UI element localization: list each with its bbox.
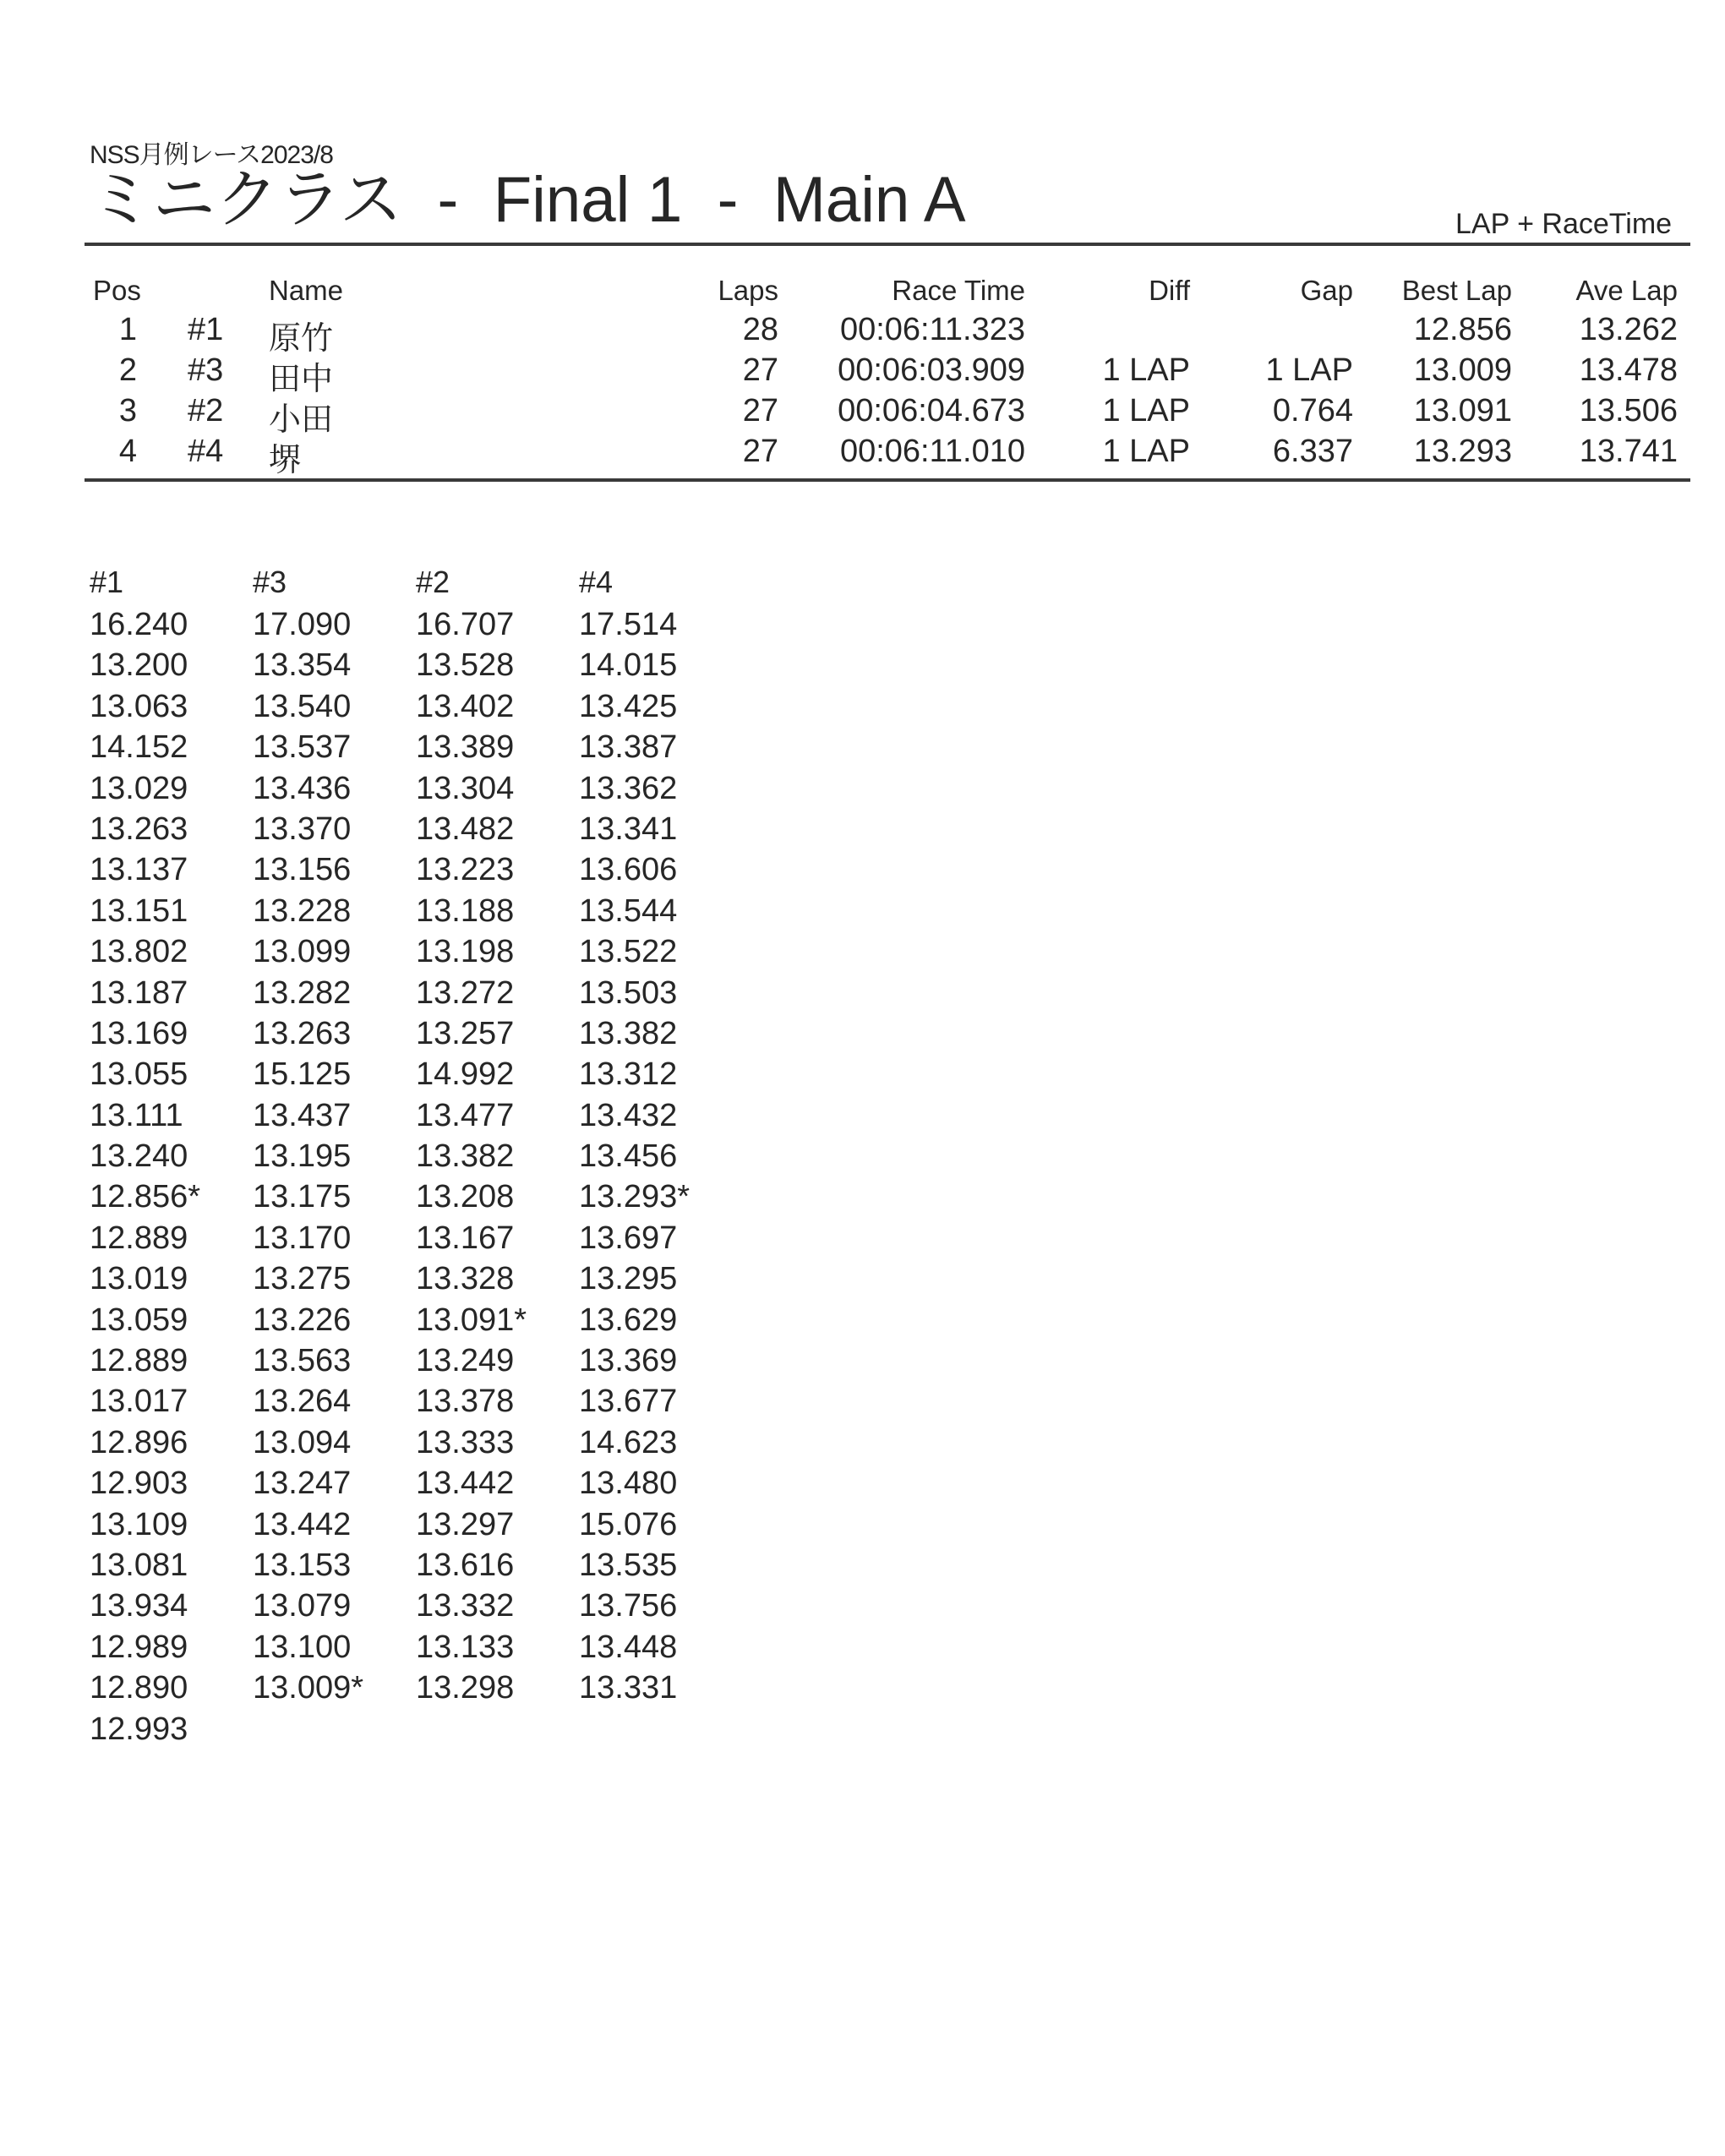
lap-time-cell: 13.437 (253, 1097, 352, 1133)
pos-cell: 4 (118, 434, 137, 469)
lap-time-cell: 13.275 (253, 1261, 352, 1297)
lap-time-cell: 13.606 (579, 852, 678, 888)
lap-row (90, 1670, 742, 1711)
results-table (0, 275, 1725, 478)
lap-time-cell: 13.167 (416, 1220, 515, 1256)
lap-time-cell: 13.378 (416, 1384, 515, 1420)
lap-time-cell: 13.153 (253, 1547, 352, 1583)
lap-time-cell: 17.090 (253, 607, 352, 642)
lap-time-cell: 12.856* (90, 1179, 201, 1215)
race-time-cell: 00:06:03.909 (838, 352, 1025, 388)
lap-row (90, 975, 742, 1016)
lap-time-cell: 13.247 (253, 1466, 352, 1502)
lap-time-cell: 13.503 (579, 974, 678, 1011)
best-lap-cell: 13.091 (1413, 393, 1512, 428)
lap-time-cell: 13.448 (579, 1629, 678, 1665)
lap-row (90, 1138, 742, 1179)
results-row (0, 434, 1725, 478)
lap-time-cell: 13.019 (90, 1261, 188, 1297)
gap-cell: 1 LAP (1265, 352, 1353, 388)
lap-time-cell: 13.169 (90, 1015, 188, 1051)
lap-time-cell: 13.382 (579, 1015, 678, 1051)
lap-time-cell: 12.993 (90, 1711, 188, 1747)
lap-time-cell: 13.208 (416, 1179, 515, 1215)
lap-time-cell (253, 1711, 416, 1752)
race-time-cell: 00:06:11.323 (839, 312, 1025, 347)
car-number-cell: #1 (188, 312, 224, 347)
page-title: ミニクラス - Final 1 - Main A (90, 164, 966, 236)
best-lap-cell: 12.856 (1413, 312, 1512, 347)
lap-row (90, 1384, 742, 1424)
pos-cell: 1 (118, 312, 137, 347)
lap-row (90, 934, 742, 974)
report-mode-label: LAP + RaceTime (1455, 208, 1673, 240)
lap-time-cell: 13.425 (579, 688, 678, 724)
lap-time-cell: 13.175 (253, 1179, 352, 1215)
results-row (0, 312, 1725, 357)
lap-time-cell (416, 1711, 579, 1752)
lap-time-cell: 13.151 (90, 892, 188, 929)
lap-time-cell: 14.015 (579, 647, 678, 684)
lap-row (90, 1425, 742, 1466)
lap-time-cell: 13.528 (416, 647, 515, 684)
driver-name-cell: 田中 (269, 362, 334, 397)
lap-time-cell: 13.170 (253, 1220, 352, 1256)
lap-time-cell: 13.282 (253, 974, 352, 1011)
lap-time-cell: 16.707 (416, 607, 515, 642)
lap-time-cell: 13.293* (579, 1179, 691, 1215)
lap-time-cell: 13.331 (579, 1670, 678, 1706)
diff-cell: 1 LAP (1102, 352, 1190, 388)
lap-time-cell: 16.240 (90, 607, 188, 642)
lap-time-cell: 13.480 (579, 1466, 678, 1502)
lap-time-cell: 13.009* (253, 1670, 364, 1706)
lap-times-table (90, 565, 742, 1752)
lap-time-cell: 13.264 (253, 1384, 352, 1420)
lap-time-cell: 12.889 (90, 1343, 188, 1379)
lap-row (90, 1507, 742, 1547)
lap-time-cell: 13.312 (579, 1056, 678, 1093)
lap-time-cell: 13.535 (579, 1547, 678, 1583)
laps-cell: 28 (742, 312, 778, 347)
lap-time-cell: 13.272 (416, 974, 515, 1011)
lap-time-cell: 13.616 (416, 1547, 515, 1583)
lap-time-cell: 13.195 (253, 1138, 352, 1175)
lap-time-cell: 13.188 (416, 892, 515, 929)
lap-time-cell: 13.029 (90, 770, 188, 806)
lap-time-cell: 13.063 (90, 688, 188, 724)
lap-time-cell: 13.934 (90, 1588, 188, 1624)
lap-column-header: #3 (253, 565, 287, 599)
lap-time-cell: 13.442 (416, 1466, 515, 1502)
lap-time-cell: 13.137 (90, 852, 188, 888)
lap-time-cell: 13.079 (253, 1588, 352, 1624)
lap-time-cell: 13.091* (416, 1302, 527, 1338)
lap-time-cell: 13.332 (416, 1588, 515, 1624)
lap-time-cell: 13.263 (253, 1015, 352, 1051)
lap-time-cell: 13.369 (579, 1343, 678, 1379)
lap-row (90, 811, 742, 852)
lap-time-cell: 12.896 (90, 1424, 188, 1460)
lap-time-cell: 13.298 (416, 1670, 515, 1706)
lap-row (90, 1547, 742, 1588)
lap-time-cell: 13.099 (253, 934, 352, 970)
lap-time-cell: 13.297 (416, 1506, 515, 1542)
results-header-row (0, 275, 1725, 312)
lap-time-cell: 13.382 (416, 1138, 515, 1175)
lap-time-cell: 13.226 (253, 1302, 352, 1338)
header-divider (85, 243, 1690, 246)
ave-lap-cell: 13.478 (1579, 352, 1678, 388)
car-number-cell: #2 (188, 393, 224, 428)
lap-time-cell: 13.802 (90, 934, 188, 970)
lap-time-cell: 13.200 (90, 647, 188, 684)
event-subtitle: NSS月例レース2023/8 (90, 141, 333, 169)
laps-cell: 27 (742, 352, 778, 388)
lap-time-cell: 13.263 (90, 811, 188, 847)
header-ave-lap: Ave Lap (1575, 275, 1678, 306)
lap-time-cell: 13.677 (579, 1384, 678, 1420)
lap-row (90, 1588, 742, 1629)
lap-time-cell: 13.059 (90, 1302, 188, 1338)
diff-cell: 1 LAP (1102, 434, 1190, 469)
lap-time-cell: 13.304 (416, 770, 515, 806)
lap-column-header: #4 (579, 565, 614, 599)
lap-time-cell: 13.223 (416, 852, 515, 888)
lap-time-cell: 13.522 (579, 934, 678, 970)
lap-time-cell: 13.482 (416, 811, 515, 847)
lap-time-cell: 13.697 (579, 1220, 678, 1256)
results-row (0, 393, 1725, 438)
lap-time-cell: 13.100 (253, 1629, 352, 1665)
lap-time-cell: 13.187 (90, 974, 188, 1011)
lap-row (90, 1302, 742, 1343)
lap-time-cell: 17.514 (579, 607, 678, 642)
lap-time-cell: 13.436 (253, 770, 352, 806)
lap-time-cell: 13.387 (579, 729, 678, 766)
laps-cell: 27 (742, 434, 778, 469)
results-divider (85, 478, 1690, 482)
lap-time-cell: 13.055 (90, 1056, 188, 1093)
lap-time-cell: 13.629 (579, 1302, 678, 1338)
lap-row (90, 647, 742, 688)
lap-time-cell: 13.540 (253, 688, 352, 724)
driver-name-cell: 堺 (269, 443, 302, 478)
lap-time-cell: 13.354 (253, 647, 352, 684)
lap-row (90, 607, 742, 647)
lap-time-cell: 13.389 (416, 729, 515, 766)
ave-lap-cell: 13.506 (1579, 393, 1678, 428)
lap-time-cell: 13.133 (416, 1629, 515, 1665)
gap-cell: 0.764 (1272, 393, 1353, 428)
lap-time-cell: 13.442 (253, 1506, 352, 1542)
lap-time-cell: 15.076 (579, 1506, 678, 1542)
lap-time-cell: 13.370 (253, 811, 352, 847)
lap-row (90, 852, 742, 892)
lap-time-cell: 13.402 (416, 688, 515, 724)
race-time-cell: 00:06:11.010 (839, 434, 1025, 469)
lap-time-cell: 13.249 (416, 1343, 515, 1379)
lap-time-cell: 12.989 (90, 1629, 188, 1665)
results-row (0, 352, 1725, 397)
lap-time-cell: 13.756 (579, 1588, 678, 1624)
lap-time-cell: 13.228 (253, 892, 352, 929)
lap-time-cell: 13.563 (253, 1343, 352, 1379)
lap-time-cell: 13.328 (416, 1261, 515, 1297)
header-race-time: Race Time (892, 275, 1025, 306)
lap-time-cell: 13.537 (253, 729, 352, 766)
lap-row (90, 771, 742, 811)
header-gap: Gap (1300, 275, 1353, 306)
lap-row (90, 1711, 742, 1752)
driver-name-cell: 小田 (269, 402, 334, 438)
lap-time-cell: 14.152 (90, 729, 188, 766)
lap-time-cell: 13.544 (579, 892, 678, 929)
lap-time-cell (579, 1711, 742, 1752)
lap-time-cell: 13.109 (90, 1506, 188, 1542)
header-name: Name (269, 275, 344, 306)
race-time-cell: 00:06:04.673 (838, 393, 1025, 428)
header-best-lap: Best Lap (1401, 275, 1512, 306)
lap-time-cell: 13.432 (579, 1097, 678, 1133)
lap-time-cell: 13.094 (253, 1424, 352, 1460)
lap-row (90, 729, 742, 770)
ave-lap-cell: 13.262 (1579, 312, 1678, 347)
lap-time-cell: 13.198 (416, 934, 515, 970)
lap-time-cell: 14.623 (579, 1424, 678, 1460)
lap-times-header-row (90, 565, 742, 607)
lap-time-cell: 13.362 (579, 770, 678, 806)
pos-cell: 3 (118, 393, 137, 428)
lap-row (90, 1098, 742, 1138)
ave-lap-cell: 13.741 (1579, 434, 1678, 469)
lap-row (90, 1261, 742, 1302)
lap-column-header: #1 (90, 565, 124, 599)
lap-row (90, 1629, 742, 1670)
lap-row (90, 1343, 742, 1384)
lap-time-cell: 14.992 (416, 1056, 515, 1093)
header-diff: Diff (1149, 275, 1190, 306)
lap-time-cell: 13.477 (416, 1097, 515, 1133)
lap-time-cell: 13.240 (90, 1138, 188, 1175)
lap-time-cell: 12.889 (90, 1220, 188, 1256)
gap-cell: 6.337 (1272, 434, 1353, 469)
lap-column-header: #2 (416, 565, 450, 599)
header-pos: Pos (93, 275, 141, 306)
lap-time-cell: 13.341 (579, 811, 678, 847)
diff-cell: 1 LAP (1102, 393, 1190, 428)
car-number-cell: #4 (188, 434, 224, 469)
best-lap-cell: 13.009 (1413, 352, 1512, 388)
lap-row (90, 1016, 742, 1056)
lap-time-cell: 13.295 (579, 1261, 678, 1297)
best-lap-cell: 13.293 (1413, 434, 1512, 469)
lap-time-cell: 13.456 (579, 1138, 678, 1175)
lap-time-cell: 12.903 (90, 1466, 188, 1502)
lap-time-cell: 12.890 (90, 1670, 188, 1706)
laps-cell: 27 (742, 393, 778, 428)
lap-time-cell: 13.257 (416, 1015, 515, 1051)
lap-time-cell: 13.081 (90, 1547, 188, 1583)
lap-row (90, 1056, 742, 1097)
lap-row (90, 689, 742, 729)
lap-row (90, 1179, 742, 1220)
lap-row (90, 1220, 742, 1261)
pos-cell: 2 (118, 352, 137, 388)
lap-row (90, 893, 742, 934)
lap-time-cell: 13.156 (253, 852, 352, 888)
lap-time-cell: 13.111 (90, 1097, 183, 1133)
header-laps: Laps (718, 275, 778, 306)
lap-row (90, 1466, 742, 1506)
lap-time-cell: 13.017 (90, 1384, 188, 1420)
driver-name-cell: 原竹 (269, 321, 334, 357)
lap-time-cell: 13.333 (416, 1424, 515, 1460)
car-number-cell: #3 (188, 352, 224, 388)
lap-time-cell: 15.125 (253, 1056, 352, 1093)
